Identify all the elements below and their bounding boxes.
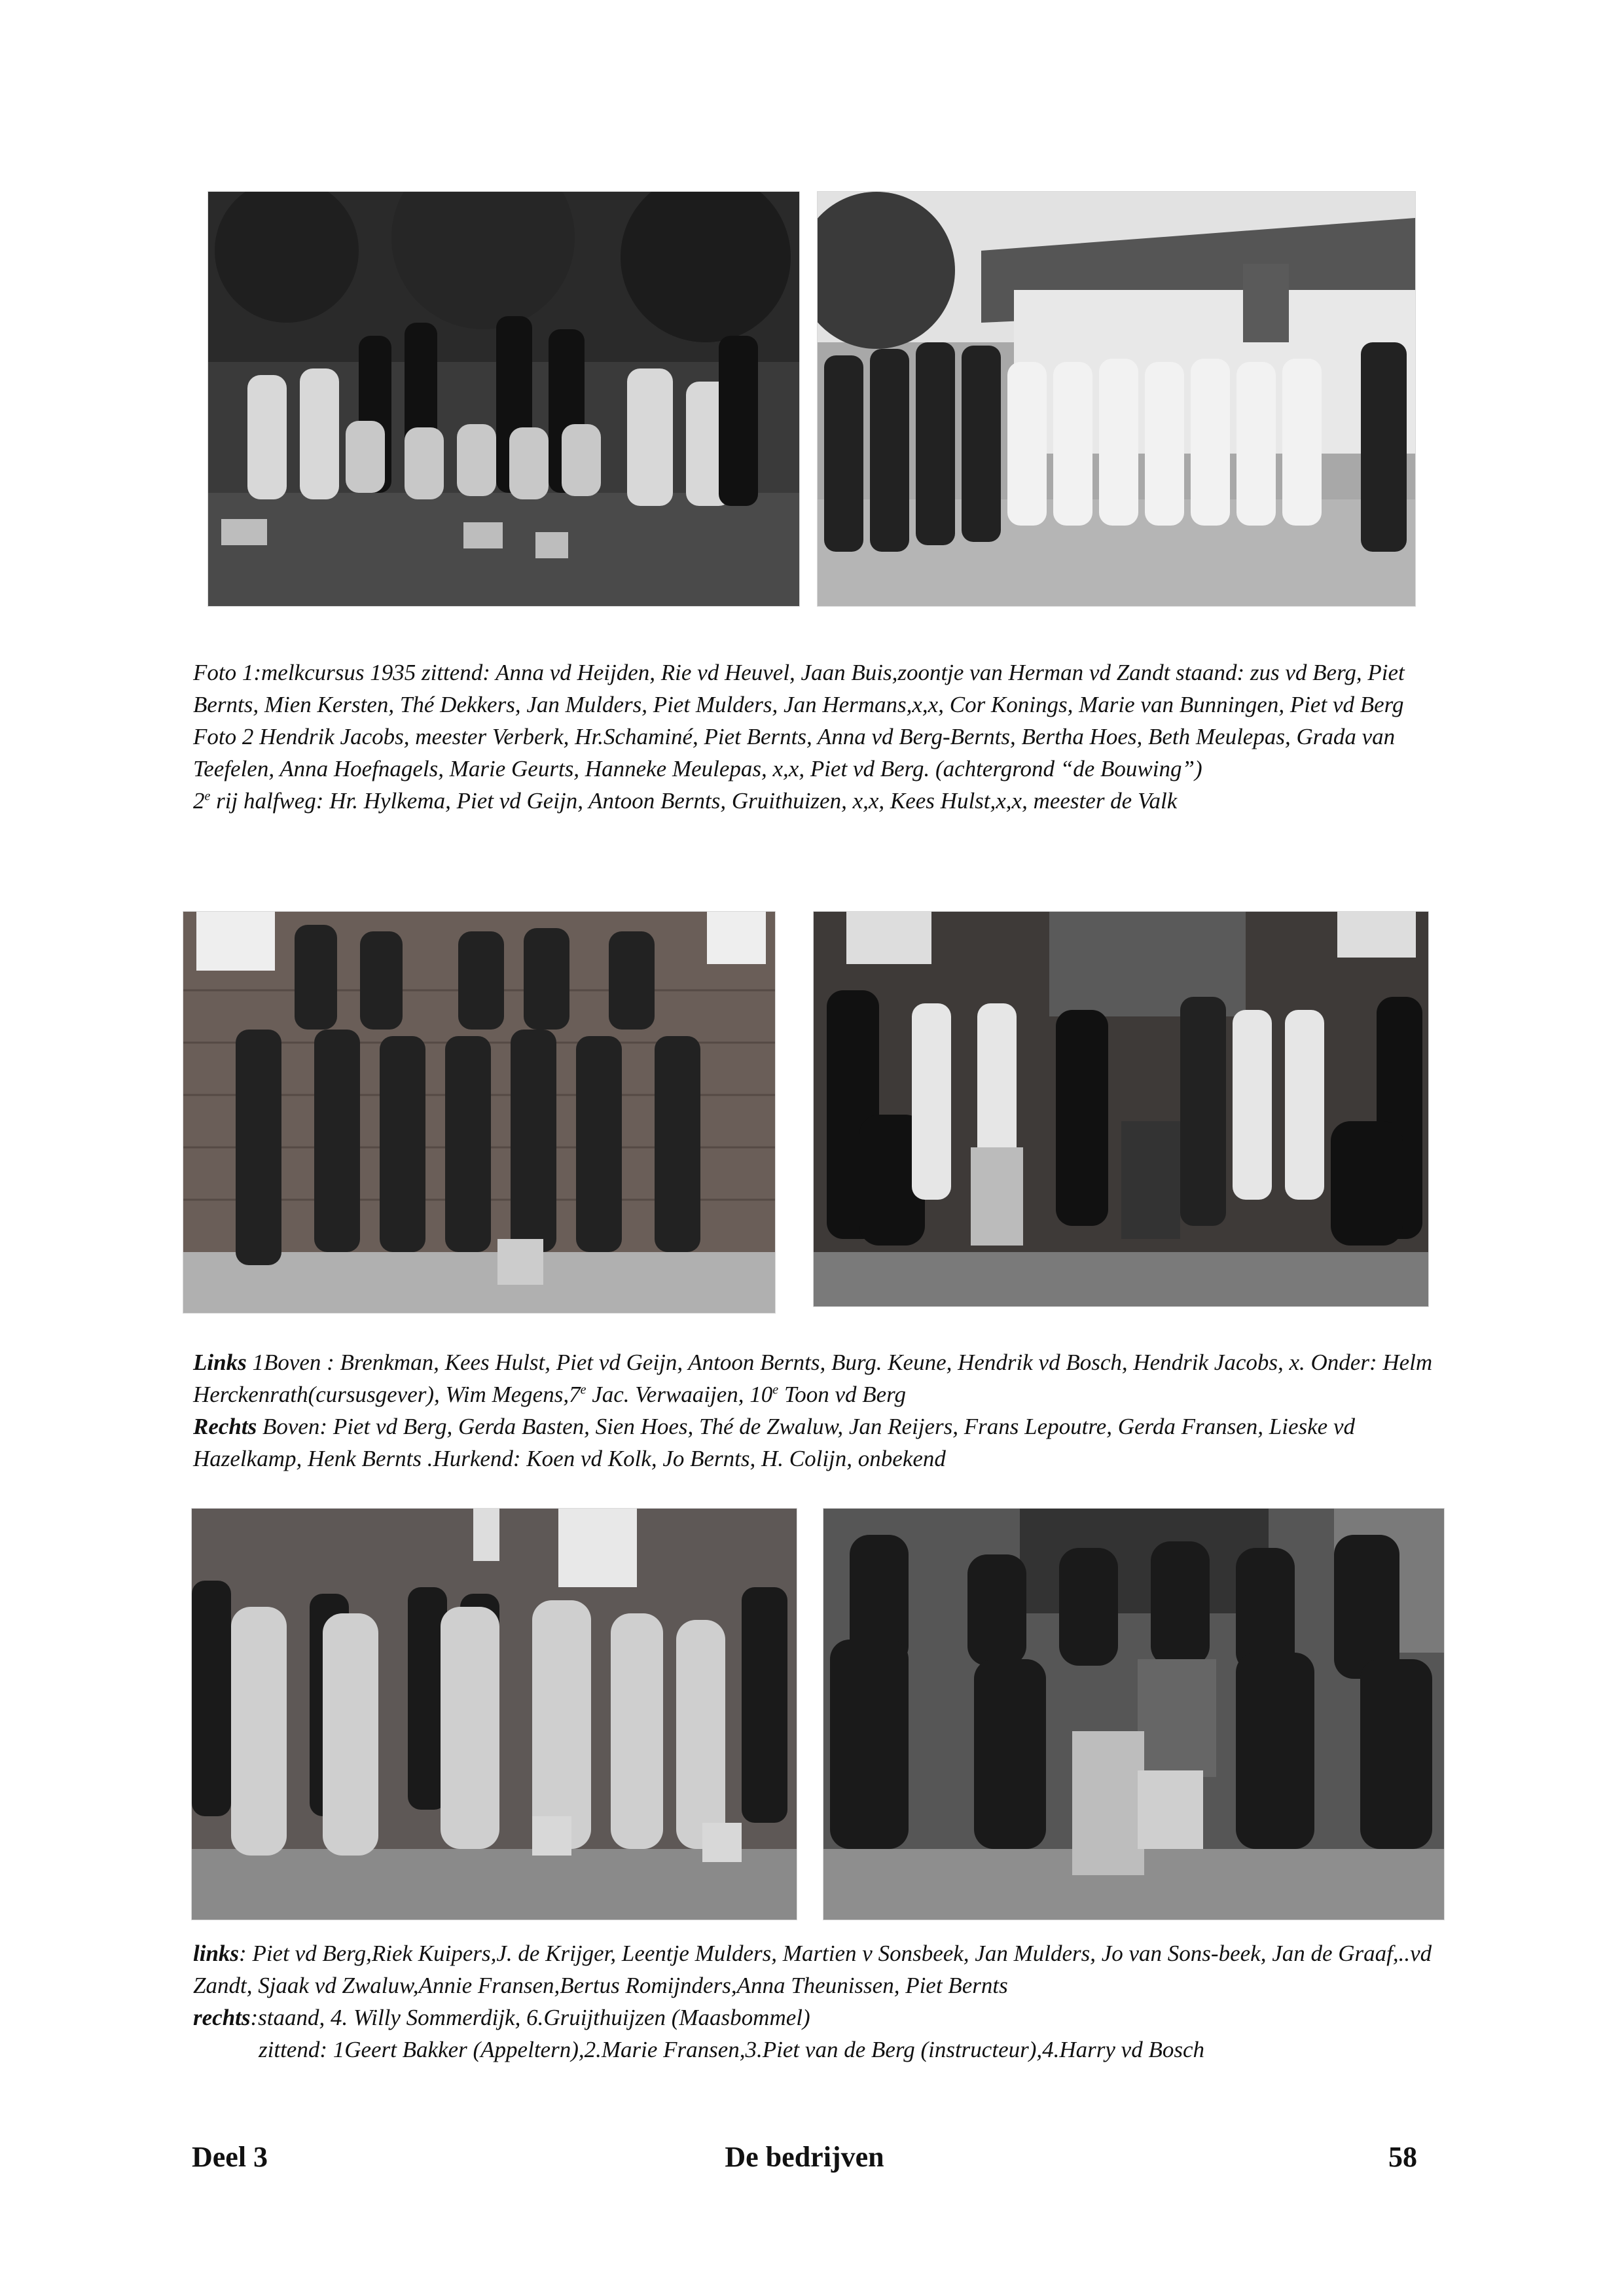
photo-rechts-onder (823, 1509, 1444, 1920)
caption-foto-2: Foto 2 Hendrik Jacobs, meester Verberk, Hr.Schaminé, Piet Bernts, Anna vd Berg-Bernts, Bertha Hoes, Beth Meulepas, Grada van Teefelen, Anna Hoefnagels, Marie Geurts, Hanneke Meulepas, x,x, Piet vd Berg. (achtergrond “de Bouwing”) (193, 724, 1396, 781)
footer-chapter-title: De bedrijven (725, 2141, 884, 2173)
caption-onder-rechts: rechts:staand, 4. Willy Sommerdijk, 6.Gruijthuijzen (Maasbommel) (193, 2005, 810, 2030)
photo-image (814, 912, 1428, 1306)
page-number: 58 (1388, 2141, 1417, 2173)
footer-part: Deel 3 (192, 2141, 268, 2173)
caption-onder-links: links: Piet vd Berg,Riek Kuipers,J. de Krijger, Leentje Mulders, Martien v Sonsbeek, Jan Mulders, Jo van Sons-beek, Jan de Graaf,..vd Zandt, Sjaak vd Zwaluw,Annie Fransen,Bertus Romijnders,Anna Theunissen, Piet Bernts (193, 1941, 1432, 1998)
caption-second-row: 2e rij halfweg: Hr. Hylkema, Piet vd Geijn, Antoon Bernts, Gruithuizen, x,x, Kees Hulst,x,x, meester de Valk (193, 788, 1178, 814)
caption-links-rechts (193, 1346, 1450, 1475)
caption-foto-1-2 (193, 656, 1450, 817)
photo-links-onder (192, 1509, 797, 1920)
photo-image (823, 1509, 1444, 1920)
photo-links-groep (183, 912, 775, 1313)
caption-links: Links 1Boven : Brenkman, Kees Hulst, Piet vd Geijn, Antoon Bernts, Burg. Keune, Hendrik vd Bosch, Hendrik Jacobs, x. Onder: Helm Herckenrath(cursusgever), Wim Megens,7e Jac. Verwaaijen, 10e Toon vd Berg (193, 1350, 1433, 1407)
caption-onder (193, 1937, 1450, 2066)
caption-rechts: Rechts Boven: Piet vd Berg, Gerda Basten, Sien Hoes, Thé de Zwaluw, Jan Reijers, Frans Lepoutre, Gerda Fransen, Lieske vd Hazelkamp, Henk Bernts .Hurkend: Koen vd Kolk, Jo Bernts, H. Colijn, onbekend (193, 1414, 1355, 1471)
photo-melkcursus-1935 (208, 192, 799, 606)
page-footer (192, 2140, 1417, 2179)
photo-rechts-groep (814, 912, 1428, 1306)
photo-image (183, 912, 775, 1313)
photo-image (818, 192, 1415, 606)
caption-onder-zittend: zittend: 1Geert Bakker (Appeltern),2.Marie Fransen,3.Piet van de Berg (instructeur),4.Harry vd Bosch (259, 2037, 1204, 2062)
caption-foto-1: Foto 1:melkcursus 1935 zittend: Anna vd Heijden, Rie vd Heuvel, Jaan Buis,zoontje van Herman vd Zandt staand: zus vd Berg, Piet Bernts, Mien Kersten, Thé Dekkers, Jan Mulders, Piet Mulders, Jan Hermans,x,x, Cor Konings, Marie van Bunningen, Piet vd Berg (193, 660, 1405, 717)
photo-image (192, 1509, 797, 1920)
photo-de-bouwing (818, 192, 1415, 606)
photo-image (208, 192, 799, 606)
